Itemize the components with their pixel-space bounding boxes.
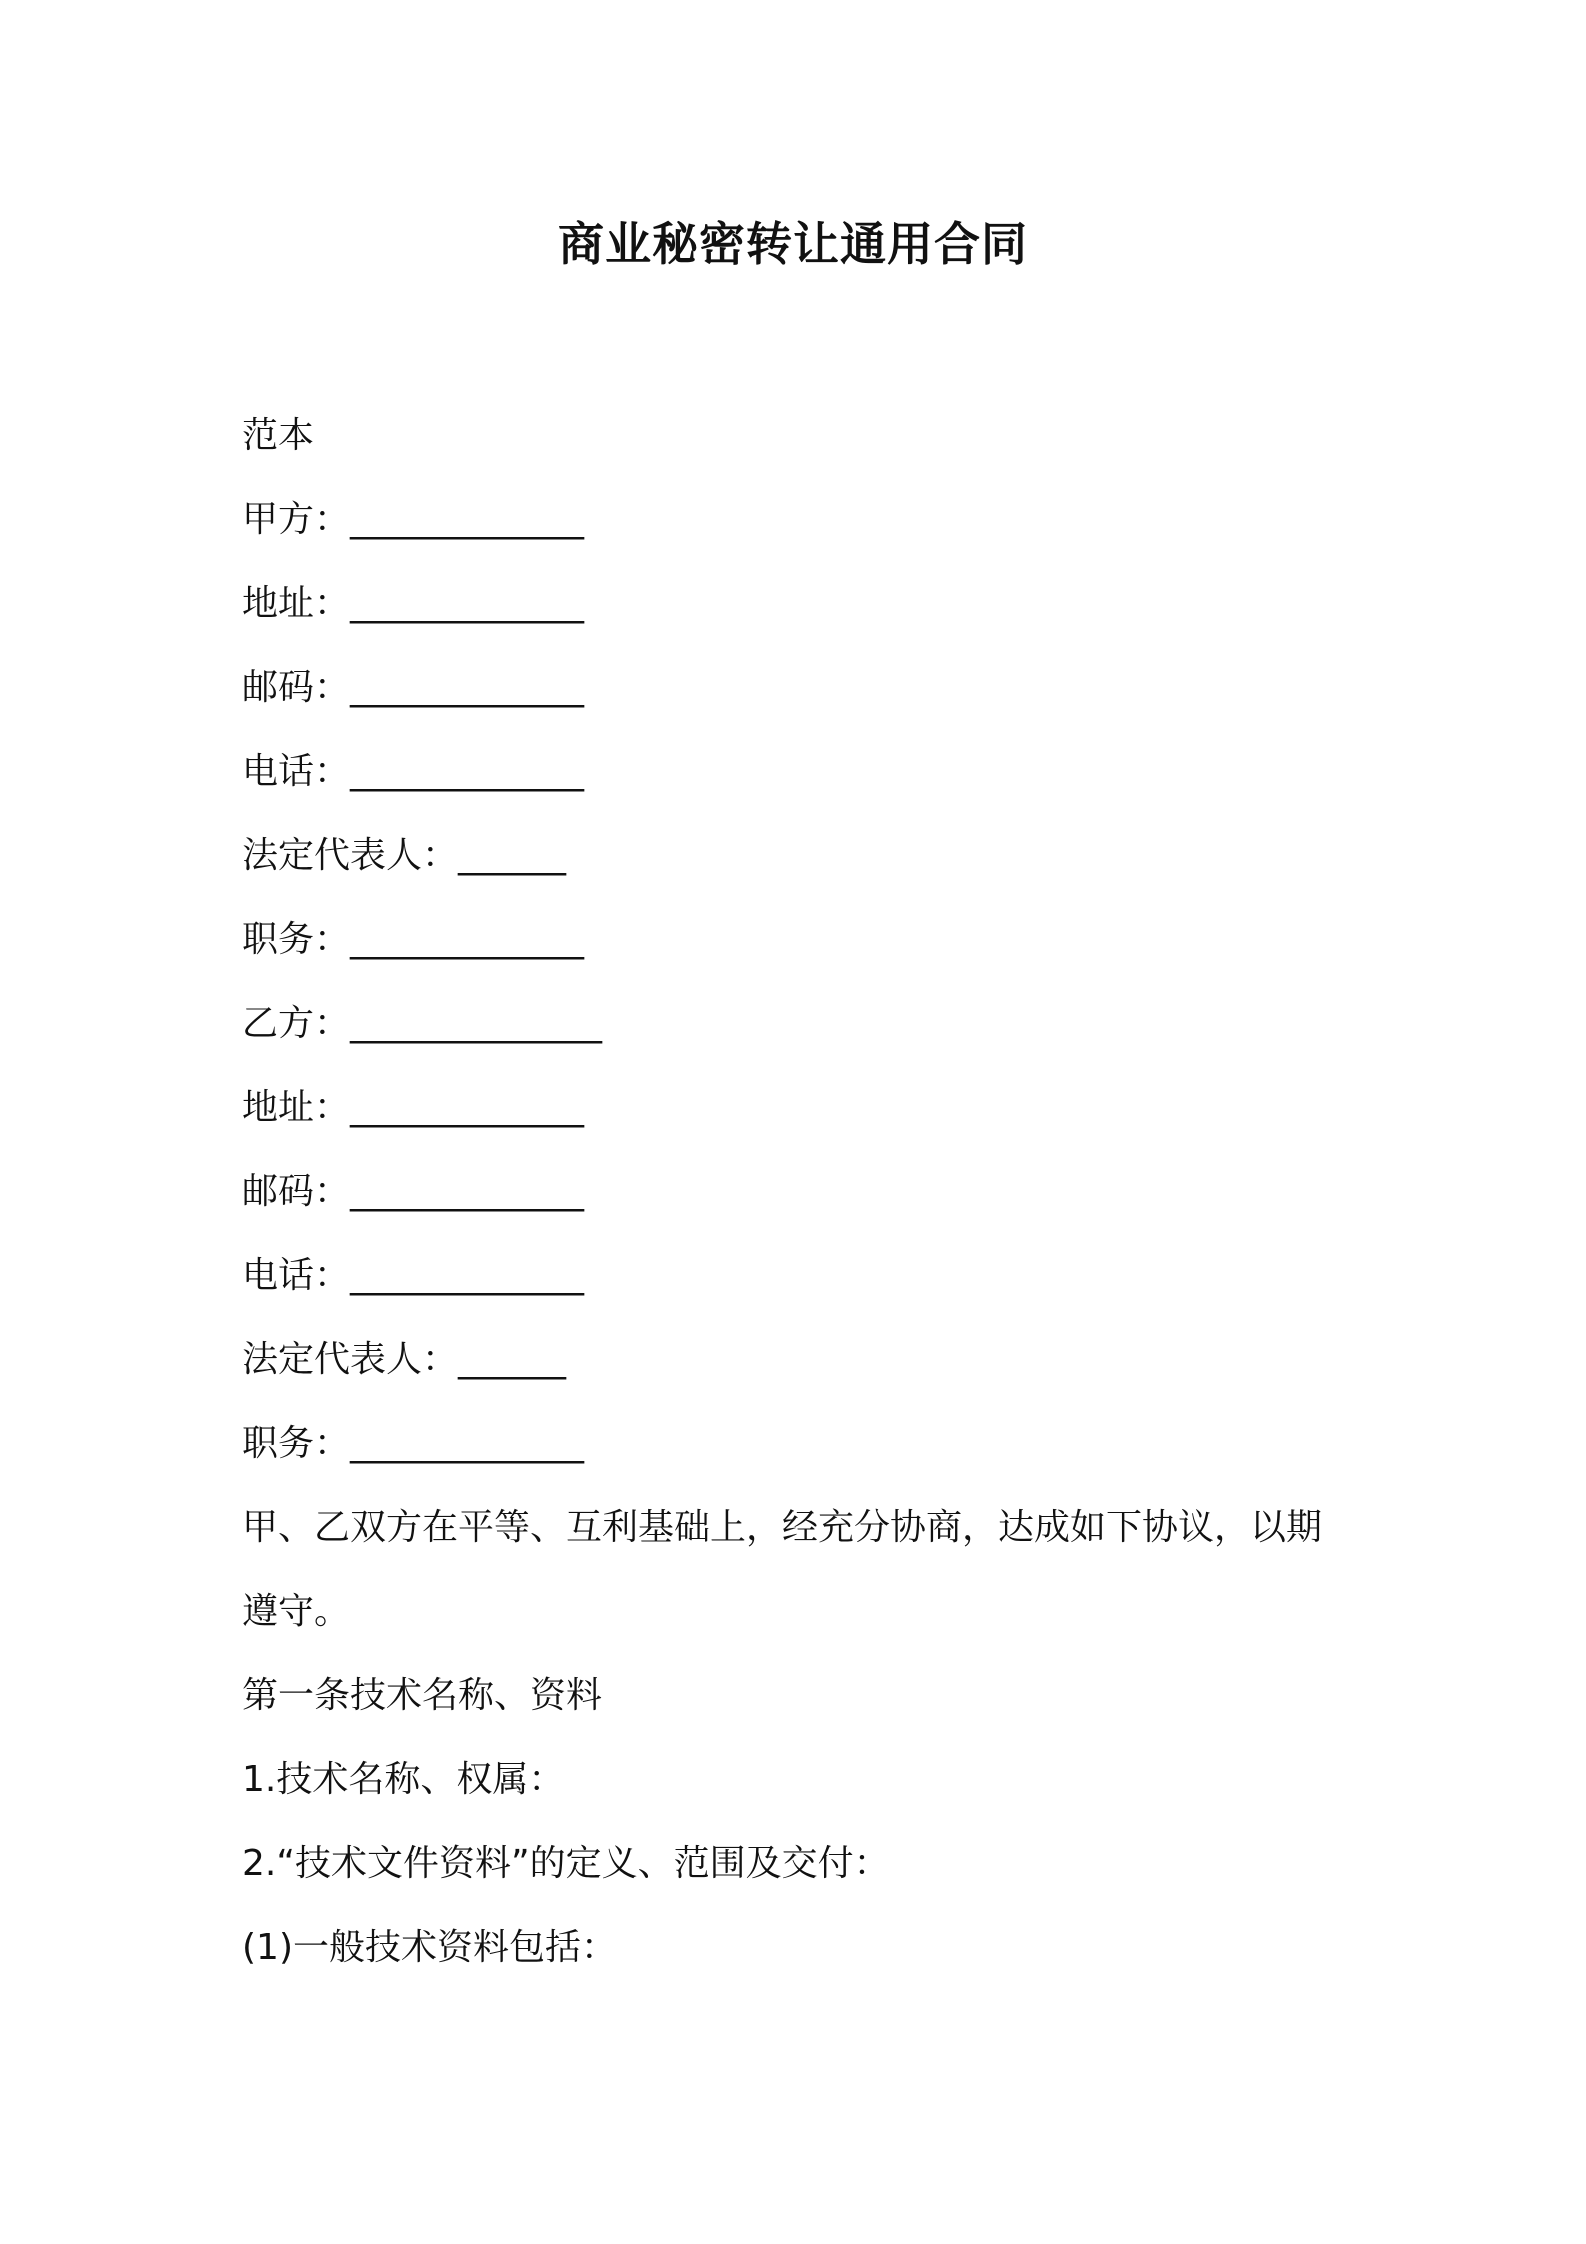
clause-technical-documents: 2.“技术文件资料”的定义、范围及交付： (242, 1843, 890, 1884)
article-one-heading: 第一条技术名称、资料 (242, 1675, 603, 1716)
clause-technology-name: 1.技术名称、权属： (242, 1759, 565, 1800)
party-b-legal-rep-field: 法定代表人：______ (242, 1339, 567, 1380)
clause-general-technical-data: (1)一般技术资料包括： (242, 1927, 617, 1968)
party-a-position-field: 职务：_____________ (242, 919, 585, 960)
party-b-address-field: 地址：_____________ (242, 1087, 585, 1128)
agreement-intro-line-2: 遵守。 (242, 1591, 351, 1632)
party-b-postcode-field: 邮码：_____________ (242, 1171, 585, 1212)
party-b-phone-field: 电话：_____________ (242, 1255, 585, 1296)
party-a-phone-field: 电话：_____________ (242, 751, 585, 792)
party-a-address-field: 地址：_____________ (242, 583, 585, 624)
sample-label: 范本 (242, 415, 315, 456)
party-b-position-field: 职务：_____________ (242, 1423, 585, 1464)
document-body (242, 408, 1362, 2004)
party-a-field: 甲方：_____________ (242, 499, 585, 540)
party-a-legal-rep-field: 法定代表人：______ (242, 835, 567, 876)
party-a-postcode-field: 邮码：_____________ (242, 667, 585, 708)
party-b-field: 乙方：______________ (242, 1003, 603, 1044)
document-title: 商业秘密转让通用合同 (558, 217, 1028, 271)
agreement-intro-line-1: 甲、乙双方在平等、互利基础上，经充分协商，达成如下协议，以期 (242, 1507, 1323, 1548)
